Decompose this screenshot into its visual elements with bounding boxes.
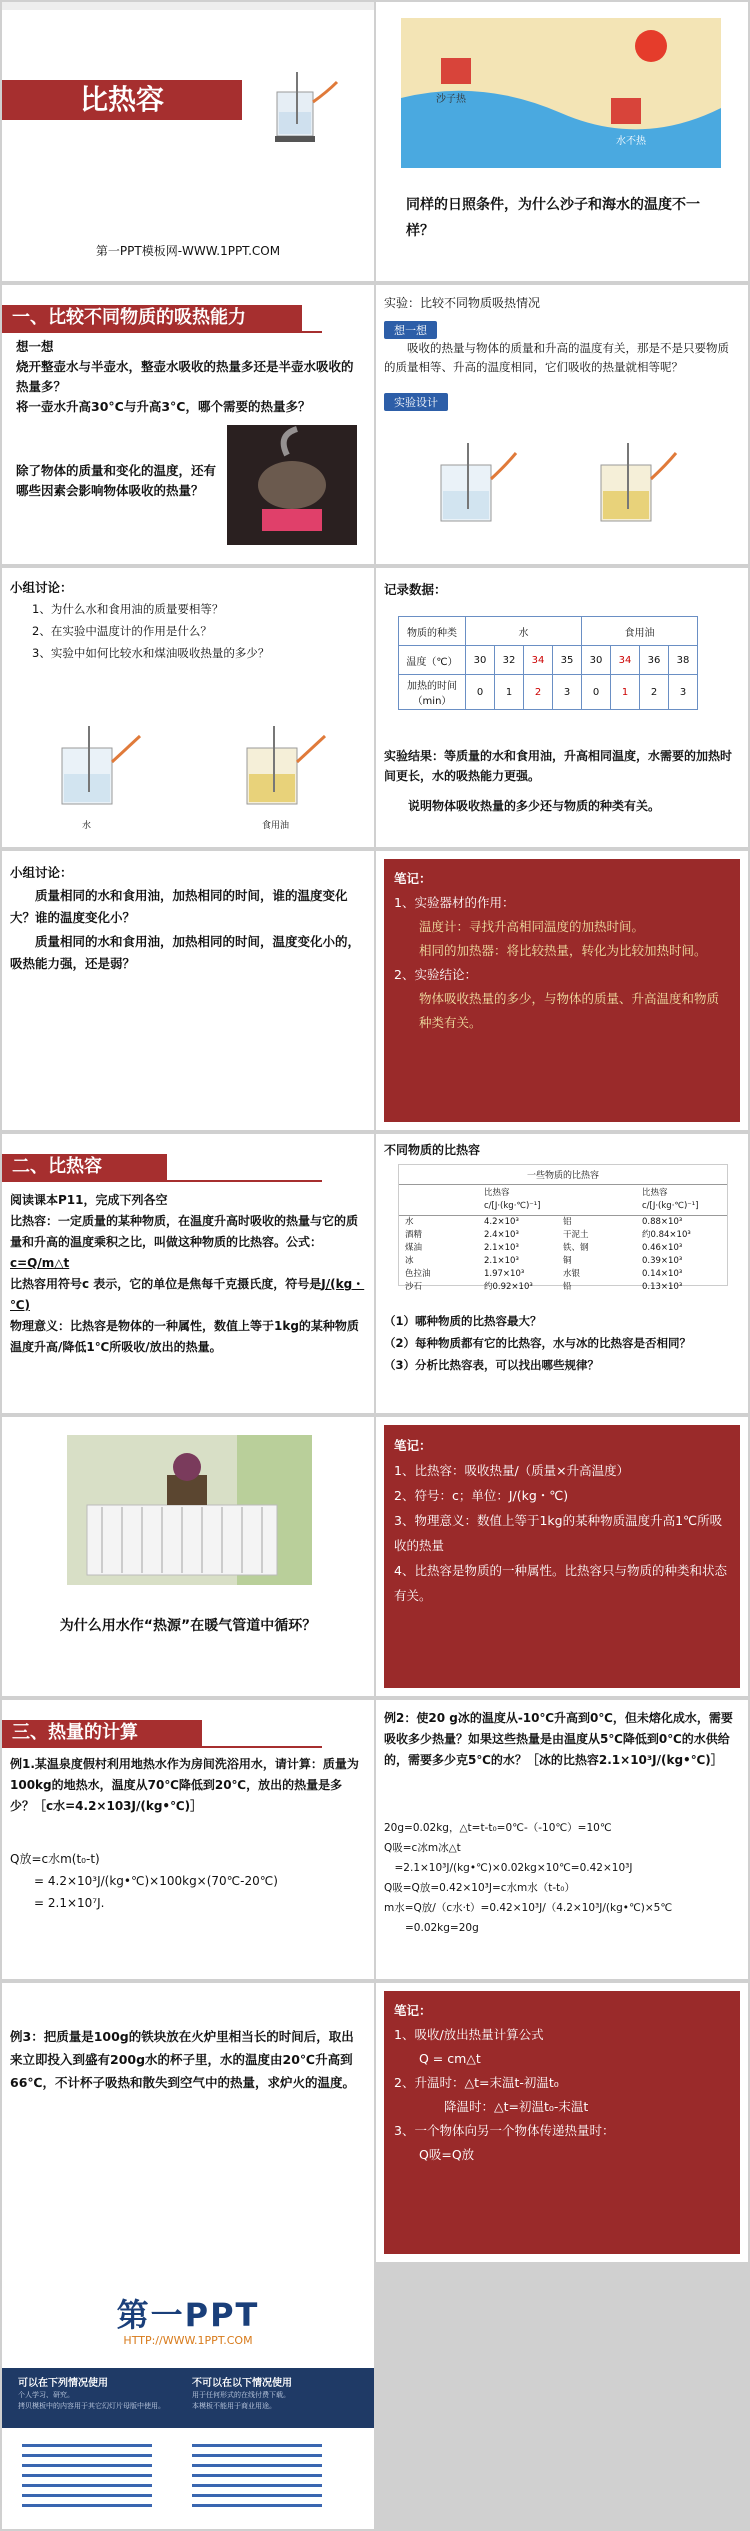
formula-line: = 2.1×10⁷J. [34, 1896, 105, 1910]
example-1-text: 例1.某温泉度假村利用地热水作为房间洗浴用水，请计算：质量为100kg的地热水，温度从70℃降低到20℃，放出的热量是多少？［c水=4.2×103J/(kg•℃)］ [10, 1757, 359, 1813]
label-water: 水 [82, 821, 92, 831]
formula-line: Q吸=c冰m冰△t [384, 1842, 461, 1854]
table-title: 一些物质的比热容 [399, 1165, 727, 1185]
example-1-solution [10, 1848, 366, 1914]
question-text: 同样的日照条件，为什么沙子和海水的温度不一样？ [406, 197, 700, 239]
question-2: 将一壶水升高30°C与升高3°C，哪个需要的热量多？ [16, 399, 311, 414]
beaker-oil-icon [576, 435, 686, 535]
link-list-graphic [22, 2440, 352, 2520]
slide-heat-table [376, 1134, 748, 1413]
table-cell: 0.46×10³ [642, 1243, 683, 1253]
reading-line: 阅读课本P11，完成下列各空 [10, 1193, 168, 1207]
formula-line: =0.02kg=20g [405, 1922, 479, 1934]
slide-notes-3 [376, 1983, 748, 2262]
discussion-title: 小组讨论： [10, 865, 73, 880]
table-cell: 32 [495, 646, 524, 675]
row-label: 加热的时间（min） [399, 675, 466, 710]
radiator-question: 为什么用水作“热源”在暖气管道中循环？ [59, 1618, 317, 1634]
brand-url: HTTP://WWW.1PPT.COM [123, 2334, 253, 2347]
footer-text: 第一PPT模板网-WWW.1PPT.COM [95, 244, 281, 258]
table-row [399, 1242, 727, 1255]
column-header: 比热容 c/[J·(kg·℃)⁻¹] [642, 1188, 699, 1211]
question-1: 烧开整壶水与半壶水，整壶水吸收的热量多还是半壶水吸收的热量多？ [16, 359, 354, 394]
table-slide-title: 不同物质的比热容 [384, 1143, 481, 1157]
specific-heat-table [398, 1164, 728, 1292]
table-cell: 0 [466, 675, 495, 710]
question-3: 除了物体的质量和变化的温度，还有哪些因素会影响物体吸收的热量？ [16, 463, 217, 498]
design-tag [384, 391, 448, 411]
banner-underline [2, 1180, 322, 1182]
notes-line: 物体吸收热量的多少，与物体的质量、升高温度和物质种类有关。 [419, 991, 720, 1030]
table-cell: 38 [669, 646, 698, 675]
list-item: 3、实验中如何比较水和煤油吸收热量的多少？ [32, 646, 270, 660]
question: （3）分析比热容表，可以找出哪些规律？ [384, 1358, 599, 1372]
page-title: 比热容 [2, 80, 242, 120]
notes-line: 相同的加热器：将比较热量，转化为比较加热时间。 [419, 943, 707, 958]
unit-line [10, 1274, 366, 1316]
table-cell: 30 [582, 646, 611, 675]
discussion-title: 小组讨论： [10, 580, 73, 595]
table-cell: 3 [553, 675, 582, 710]
experiment-title: 实验：比较不同物质吸热情况 [384, 296, 541, 310]
slide-discussion-1 [2, 568, 374, 847]
beaker-water-icon [416, 435, 526, 535]
table-cell: 0.13×10³ [642, 1282, 683, 1292]
think-tag [384, 319, 437, 339]
example-2-text: 例2：使20 g冰的温度从-10℃升高到0℃，但未熔化成水，需要吸收多少热量？如果这些热量是由温度从5℃降低到0℃的水供给的，需要多少克5℃的水？［冰的比热容2.1×10³J/(kg•℃)］ [384, 1711, 733, 1767]
label-oil: 食用油 [262, 821, 290, 831]
radiator-image [67, 1435, 312, 1585]
table-cell: 冰 [405, 1256, 414, 1266]
list-item: 1、为什么水和食用油的质量要相等？ [32, 602, 224, 616]
table-cell: 约0.84×10³ [642, 1230, 691, 1240]
table-cell: 36 [640, 646, 669, 675]
header-cell: 食用油 [582, 617, 698, 646]
table-cell: 2.1×10³ [484, 1243, 519, 1253]
usage-panel [2, 2368, 374, 2428]
sign-sand: 沙子热 [436, 94, 466, 105]
notes-line: 2、升温时：△t=末温t-初温t₀ [394, 2075, 559, 2090]
section-banner: 三、热量的计算 [2, 1720, 202, 1746]
slide-example-3 [2, 1983, 374, 2262]
table-cell: 铁、钢 [563, 1243, 589, 1253]
list-item: 2、在实验中温度计的作用是什么？ [32, 624, 212, 638]
beaker-oil-icon [217, 718, 337, 818]
table-cell: 4.2×10³ [484, 1217, 519, 1227]
table-cell: 铜 [563, 1256, 572, 1266]
table-cell: 2.1×10³ [484, 1256, 519, 1266]
table-cell: 2 [524, 675, 553, 710]
table-cell: 2.4×10³ [484, 1230, 519, 1240]
table-row [399, 1268, 727, 1281]
can-use-title: 可以在下列情况使用 [18, 2378, 108, 2389]
notes-box [384, 859, 740, 1122]
slide-specific-heat [2, 1134, 374, 1413]
table-cell: 0.14×10³ [642, 1269, 683, 1279]
cannot-use-title: 不可以在以下情况使用 [192, 2378, 292, 2389]
design-tag-label: 实验设计 [384, 393, 448, 411]
slide-experiment [376, 285, 748, 564]
unit-symbol: J/(kg・℃) [10, 1277, 365, 1312]
list-item: 用于任何形式的在线付费下载。 [192, 2391, 290, 2399]
notes-title: 笔记： [394, 2003, 432, 2018]
meaning-line: 物理意义：比热容是物体的一种属性，数值上等于1kg的某种物质温度升高/降低1℃所吸收/放出的热量。 [10, 1319, 359, 1354]
table-cell: 干泥土 [563, 1230, 589, 1240]
notes-box [384, 1991, 740, 2254]
table-cell: 色拉油 [405, 1269, 431, 1279]
notes-line: 2、符号：c；单位：J/(kg・℃) [394, 1488, 569, 1503]
section-banner: 一、比较不同物质的吸热能力 [2, 305, 302, 331]
notes-line: Q = cm△t [419, 2051, 481, 2066]
beaker-heating-icon [257, 62, 347, 152]
notes-line: 1、比热容：吸收热量/（质量×升高温度） [394, 1463, 630, 1478]
unit-intro-text: 比热容用符号c 表示，它的单位是焦每千克摄氏度，符号是 [10, 1277, 322, 1291]
slide-calculation [2, 1700, 374, 1979]
definition-text: 比热容：一定质量的某种物质，在温度升高时吸收的热量与它的质量和升高的温度乘积之比，叫做这种物质的比热容。公式： [10, 1214, 359, 1249]
formula-line: 20g=0.02kg，△t=t-t₀=0℃-（-10℃）=10℃ [384, 1822, 612, 1834]
kettle-image [227, 425, 357, 545]
formula-line: =2.1×10³J/(kg•℃)×0.02kg×10℃=0.42×10³J [394, 1862, 633, 1874]
formula-line: Q吸=Q放=0.42×10³J=c水m水（t-t₀） [384, 1882, 575, 1894]
notes-line: 温度计：寻找升高相同温度的加热时间。 [419, 919, 645, 934]
data-table [398, 616, 698, 710]
notes-line: 降温时：△t=初温t₀-末温t [444, 2099, 589, 2114]
cannot-use-list [192, 2390, 290, 2412]
table-questions [384, 1310, 740, 1376]
table-row [399, 617, 698, 646]
table-cell: 1.97×10³ [484, 1269, 525, 1279]
column-header: 比热容 c/[J·(kg·℃)⁻¹] [484, 1188, 541, 1211]
experiment-paragraph: 吸收的热量与物体的质量和升高的温度有关，那是不是只要物质的质量相等、升高的温度相同，它们吸收的热量就相等呢？ [384, 341, 729, 374]
table-cell: 1 [611, 675, 640, 710]
formula-line: = 4.2×10³J/(kg•℃)×100kg×(70℃-20℃) [34, 1874, 278, 1888]
formula-line: m水=Q放/（c水·t）=0.42×10³J/（4.2×10³J/(kg•℃)×5℃ [384, 1902, 673, 1914]
table-cell: 30 [466, 646, 495, 675]
row-label: 温度（℃） [399, 646, 466, 675]
slide-title [2, 2, 374, 281]
result-text: 实验结果：等质量的水和食用油，升高相同温度，水需要的加热时间更长，水的吸热能力更强。 [384, 749, 733, 783]
question: （1）哪种物质的比热容最大？ [384, 1314, 542, 1328]
think-content [16, 337, 360, 417]
result-conclusion: 说明物体吸收热量的多少还与物质的种类有关。 [408, 799, 661, 813]
notes-line: 1、吸收/放出热量计算公式 [394, 2027, 544, 2042]
table-cell: 约0.92×10³ [484, 1282, 533, 1292]
definition-block [10, 1190, 366, 1358]
banner-underline [2, 331, 322, 333]
notes-line: 1、实验器材的作用： [394, 895, 515, 910]
slide-notes-1 [376, 851, 748, 1130]
list-item: 拷贝模板中的内容用于其它幻灯片母版中使用。 [18, 2402, 165, 2410]
table-cell: 沙石 [405, 1282, 423, 1292]
slide-discussion-2 [2, 851, 374, 1130]
sign-water: 水不热 [616, 136, 646, 147]
table-row [399, 1185, 727, 1216]
table-row [399, 1255, 727, 1268]
table-cell: 铝 [563, 1217, 572, 1227]
formula-line: Q放=c水m(t₀-t) [10, 1852, 100, 1866]
definition-line [10, 1211, 366, 1274]
notes-line: 3、一个物体向另一个物体传递热量时： [394, 2123, 615, 2138]
notes-title: 笔记： [394, 1438, 432, 1453]
section-banner: 二、比热容 [2, 1154, 167, 1180]
notes-line: Q吸=Q放 [419, 2147, 475, 2162]
slide-notes-2 [376, 1417, 748, 1696]
discussion-paragraph: 质量相同的水和食用油，加热相同的时间，温度变化小的，吸热能力强，还是弱？ [10, 934, 361, 971]
table-cell: 2 [640, 675, 669, 710]
table-row [399, 1281, 727, 1294]
table-cell: 水 [405, 1217, 414, 1227]
table-cell: 水银 [563, 1269, 581, 1279]
table-cell: 0.88×10³ [642, 1217, 683, 1227]
discussion-paragraph: 质量相同的水和食用油，加热相同的时间，谁的温度变化大？谁的温度变化小？ [10, 888, 348, 925]
notes-title: 笔记： [394, 871, 432, 886]
top-strip [2, 2, 374, 10]
slide-example-2 [376, 1700, 748, 1979]
notes-box [384, 1425, 740, 1688]
header-cell: 物质的种类 [399, 617, 466, 646]
can-use-list [18, 2390, 165, 2412]
think-heading: 想一想 [16, 339, 54, 354]
example-3-text: 例3：把质量是100g的铁块放在火炉里相当长的时间后，取出来立即投入到盛有200g水的杯子里，水的温度由20℃升高到66℃，不计杯子吸热和散失到空气中的热量，求炉火的温度。 [10, 2029, 356, 2090]
table-row [399, 1229, 727, 1242]
notes-line: 2、实验结论： [394, 967, 477, 982]
example-2-solution [384, 1818, 740, 1938]
record-title: 记录数据： [384, 582, 447, 597]
table-cell: 0 [582, 675, 611, 710]
think-tag-label: 想一想 [384, 321, 437, 339]
table-cell: 35 [553, 646, 582, 675]
notes-line: 3、物理意义：数值上等于1kg的某种物质温度升高1℃所吸收的热量 [394, 1513, 723, 1553]
table-row [399, 646, 698, 675]
list-item: 个人学习、研究。 [18, 2391, 74, 2399]
table-cell: 3 [669, 675, 698, 710]
table-cell: 煤油 [405, 1243, 423, 1253]
table-cell: 0.39×10³ [642, 1256, 683, 1266]
table-cell: 酒精 [405, 1230, 423, 1240]
list-item: 本模板不能用于商业用途。 [192, 2402, 276, 2410]
slide-radiator [2, 1417, 374, 1696]
table-cell: 34 [611, 646, 640, 675]
table-row [399, 1216, 727, 1229]
beaker-water-icon [32, 718, 152, 818]
table-cell: 34 [524, 646, 553, 675]
brand-logo: 第一PPT [116, 2296, 260, 2334]
slide-record-data [376, 568, 748, 847]
header-cell: 水 [466, 617, 582, 646]
slide-beach [376, 2, 748, 281]
table-cell: 1 [495, 675, 524, 710]
question: （2）每种物质都有它的比热容，水与冰的比热容是否相同？ [384, 1336, 691, 1350]
formula-text: c=Q/m△t [10, 1256, 70, 1270]
notes-line: 4、比热容是物质的一种属性。比热容只与物质的种类和状态有关。 [394, 1563, 727, 1603]
slide-credits [2, 2250, 374, 2529]
banner-underline [2, 1746, 322, 1748]
table-cell: 铅 [563, 1282, 572, 1292]
slide-think [2, 285, 374, 564]
discussion-list [32, 598, 362, 664]
table-row [399, 675, 698, 710]
